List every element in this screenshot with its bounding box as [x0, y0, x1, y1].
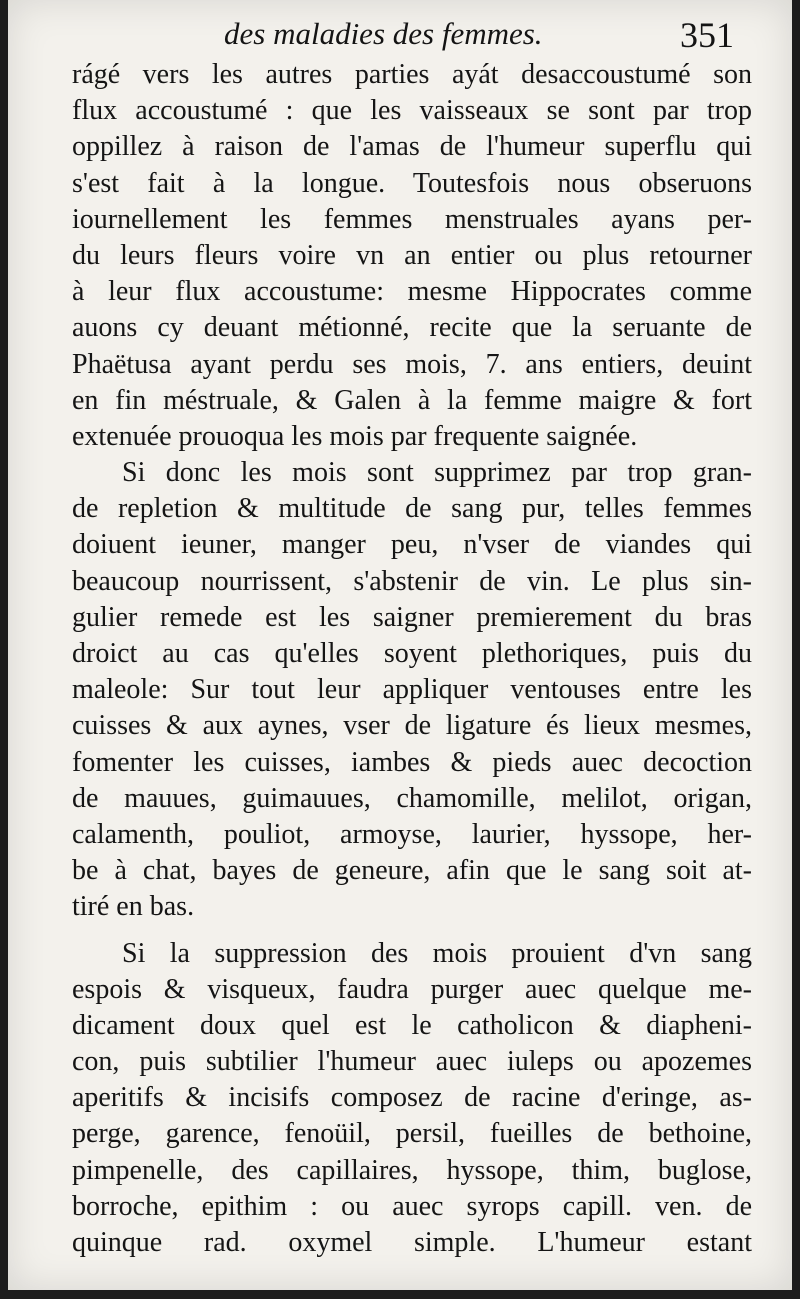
text-line: beaucoup nourrissent, s'abstenir de vin. Le plus sin-: [72, 565, 752, 597]
text-line: maleole: Sur tout leur appliquer ventouses entre les: [72, 674, 752, 706]
page-number: 351: [680, 15, 734, 55]
paragraph-1: [72, 57, 752, 455]
text-line: iournellement les femmes menstruales ayans per-: [72, 203, 752, 235]
text-line: extenuée prouoqua les mois par frequente saignée.: [72, 420, 638, 452]
text-line: Phaëtusa ayant perdu ses mois, 7. ans entiers, deuint: [72, 348, 752, 380]
text-line: flux accoustumé : que les vaisseaux se sont par trop: [72, 95, 752, 127]
body-text: [72, 57, 752, 1261]
text-line: s'est fait à la longue. Toutesfois nous obseruons: [72, 167, 752, 199]
text-line: du leurs fleurs voire vn an entier ou plus retourner: [72, 239, 752, 271]
paragraph-3: [72, 936, 752, 1262]
text-line: be à chat, bayes de geneure, afin que le sang soit at-: [72, 855, 752, 887]
text-line: pimpenelle, des capillaires, hyssope, thim, buglose,: [72, 1154, 752, 1186]
running-title: des maladies des femmes.: [224, 16, 543, 51]
text-line: perge, garence, fenoüil, persil, fueilles de bethoine,: [72, 1118, 752, 1150]
text-line: fomenter les cuisses, iambes & pieds auec decoction: [72, 746, 752, 778]
text-line: gulier remede est les saigner premierement du bras: [72, 601, 752, 633]
text-line: Si donc les mois sont supprimez par trop gran-: [122, 457, 752, 489]
text-line: à leur flux accoustume: mesme Hippocrates comme: [72, 276, 752, 308]
paragraph-gap: [72, 926, 752, 936]
text-line: doiuent ieuner, manger peu, n'vser de viandes qui: [72, 529, 752, 561]
text-line: calamenth, pouliot, armoyse, laurier, hyssope, her-: [72, 818, 752, 850]
text-line: auons cy deuant métionné, recite que la seruante de: [72, 312, 752, 344]
text-line: con, puis subtilier l'humeur auec iuleps ou apozemes: [72, 1046, 752, 1078]
text-line: aperitifs & incisifs composez de racine d'eringe, as-: [72, 1082, 752, 1114]
text-line: tiré en bas.: [72, 891, 195, 923]
text-line: dicament doux quel est le catholicon & diapheni-: [72, 1009, 752, 1041]
text-line: rágé vers les autres parties ayát desaccoustumé son: [72, 59, 752, 90]
text-line: de mauues, guimauues, chamomille, melilot, origan,: [72, 782, 752, 814]
text-line: quinque rad. oxymel simple. L'humeur estant: [72, 1227, 752, 1258]
text-line: de repletion & multitude de sang pur, telles femmes: [72, 493, 752, 525]
text-line: cuisses & aux aynes, vser de ligature és lieux mesmes,: [72, 710, 752, 742]
paragraph-2: [72, 455, 752, 925]
text-line: en fin méstruale, & Galen à la femme maigre & fort: [72, 384, 752, 416]
book-page: [8, 0, 792, 1290]
text-line: borroche, epithim : ou auec syrops capill. ven. de: [72, 1190, 752, 1222]
text-line: droict au cas qu'elles soyent plethoriques, puis du: [72, 638, 752, 669]
text-line: espois & visqueux, faudra purger auec quelque me-: [72, 973, 752, 1005]
text-line: Si la suppression des mois prouient d'vn sang: [122, 937, 752, 969]
text-line: oppillez à raison de l'amas de l'humeur superflu qui: [72, 131, 752, 163]
